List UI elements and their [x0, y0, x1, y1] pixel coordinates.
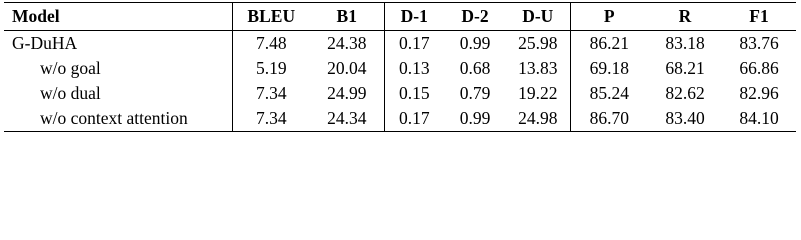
du-cell: 13.83 [506, 56, 570, 81]
model-name: w/o goal [4, 56, 232, 81]
f1-cell: 84.10 [722, 106, 796, 132]
bleu-cell: 7.34 [255, 83, 287, 103]
r-cell: 68.21 [665, 58, 705, 78]
d2-cell: 0.79 [459, 83, 491, 103]
d1-cell: 0.17 [384, 106, 444, 132]
du-cell: 25.98 [506, 31, 570, 57]
header-row [4, 3, 796, 31]
header-r: R [648, 3, 722, 31]
p-cell: 86.70 [570, 106, 648, 132]
model-name: w/o dual [4, 81, 232, 106]
b1-cell: 20.04 [310, 56, 384, 81]
table-row [4, 56, 796, 81]
header-f1: F1 [722, 3, 796, 31]
results-table [4, 2, 796, 132]
bleu-cell: 5.19 [255, 58, 287, 78]
p-cell: 85.24 [589, 83, 629, 103]
f1-cell: 82.96 [739, 83, 779, 103]
p-cell: 86.21 [589, 33, 629, 53]
f1-cell: 66.86 [739, 58, 779, 78]
table-row [4, 106, 796, 132]
table-row [4, 31, 796, 57]
table-row [4, 81, 796, 106]
header-p: P [570, 3, 648, 31]
b1-cell: 24.34 [310, 106, 384, 132]
model-name: G-DuHA [4, 31, 232, 57]
du-cell: 19.22 [506, 81, 570, 106]
d2-cell: 0.68 [459, 58, 491, 78]
d2-cell: 0.99 [444, 106, 506, 132]
p-cell: 69.18 [589, 58, 629, 78]
r-cell: 83.18 [665, 33, 705, 53]
d1-cell: 0.17 [398, 33, 430, 53]
d1-cell: 0.15 [398, 83, 430, 103]
d1-cell: 0.13 [398, 58, 430, 78]
header-d1: D-1 [384, 3, 444, 31]
header-du: D-U [506, 3, 570, 31]
b1-cell: 24.38 [310, 31, 384, 57]
header-d2: D-2 [444, 3, 506, 31]
bleu-cell: 7.48 [255, 33, 287, 53]
b1-cell: 24.99 [310, 81, 384, 106]
bleu-cell: 7.34 [232, 106, 310, 132]
header-bleu: BLEU [232, 3, 310, 31]
r-cell: 82.62 [665, 83, 705, 103]
header-model: Model [4, 3, 232, 31]
du-cell: 24.98 [506, 106, 570, 132]
header-b1: B1 [310, 3, 384, 31]
model-name: w/o context attention [4, 106, 232, 132]
d2-cell: 0.99 [459, 33, 491, 53]
r-cell: 83.40 [648, 106, 722, 132]
f1-cell: 83.76 [739, 33, 779, 53]
